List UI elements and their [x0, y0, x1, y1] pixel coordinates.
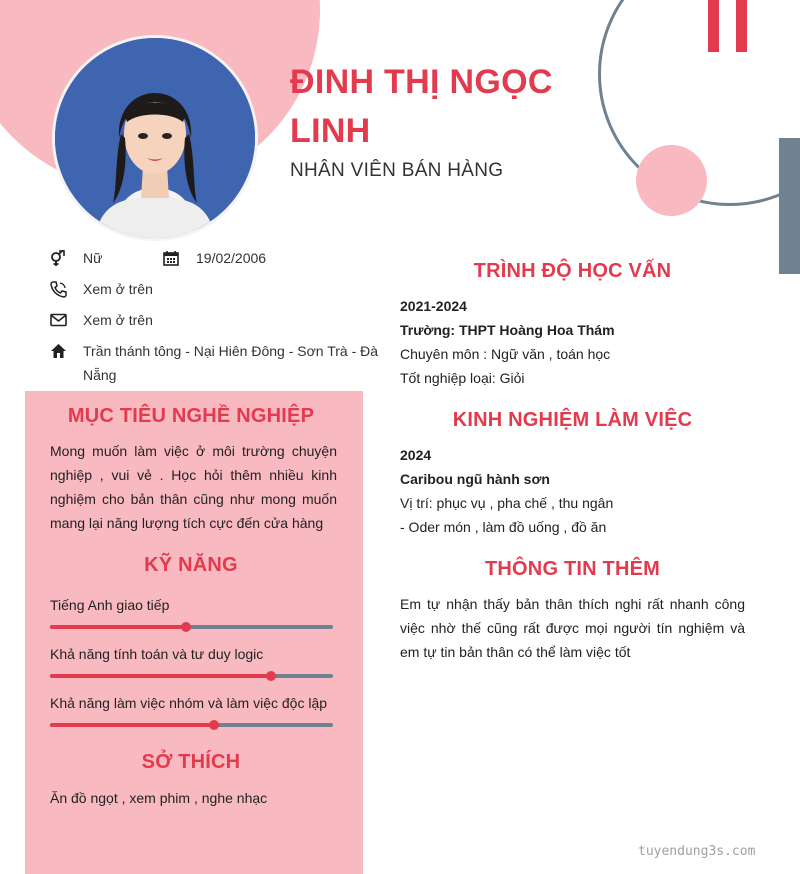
education-period: 2021-2024: [400, 298, 467, 314]
home-icon: [50, 342, 83, 360]
education-title: TRÌNH ĐỘ HỌC VẤN: [473, 260, 672, 282]
experience-company: Caribou ngũ hành sơn: [400, 471, 550, 487]
birthday-value: 19/02/2006: [196, 250, 267, 266]
skill-bar-knob: [266, 671, 276, 681]
experience-duty: - Oder món , làm đồ uống , đồ ăn: [400, 519, 607, 535]
decor-red-bar-1: [708, 0, 719, 52]
decor-pink-dot: [636, 145, 707, 216]
skill-bar-1: [50, 625, 333, 629]
experience-title: KINH NGHIỆM LÀM VIỆC: [452, 409, 693, 431]
email-icon: [50, 311, 83, 329]
skill-label-2: Khả năng tính toán và tư duy logic: [50, 646, 264, 662]
education-major: Chuyên môn : Ngữ văn , toán học: [400, 346, 611, 362]
gender-value: Nữ: [83, 250, 103, 266]
skill-bar-3: [50, 723, 333, 727]
decor-red-bar-2: [736, 0, 747, 52]
hobbies-title: SỞ THÍCH: [141, 751, 241, 773]
skill-bar-fill: [50, 625, 186, 629]
gender-row: [50, 249, 102, 270]
job-title: NHÂN VIÊN BÁN HÀNG: [290, 160, 504, 181]
hobbies-text: Ăn đồ ngọt , xem phim , nghe nhạc: [50, 790, 268, 806]
address-row: [50, 342, 380, 387]
watermark: tuyendung3s.com: [638, 844, 756, 859]
more-info-title: THÔNG TIN THÊM: [484, 558, 660, 580]
skill-bar-fill: [50, 674, 271, 678]
experience-block: [400, 443, 745, 539]
phone-row: [50, 280, 153, 301]
more-info-text: Em tự nhận thấy bản thân thích nghi rất nhanh công việc nhờ thế cũng rất được mọi người tín nghiệm và em tự tin bản thân có thể làm việc tốt: [400, 596, 745, 660]
skill-bar-fill: [50, 723, 214, 727]
gender-icon: [50, 249, 83, 267]
profile-photo: [55, 38, 255, 238]
skill-label-1: Tiếng Anh giao tiếp: [50, 597, 170, 613]
decor-slate-bar: [779, 138, 800, 274]
skills-title: KỸ NĂNG: [144, 554, 238, 576]
experience-position: Vị trí: phục vụ , pha chế , thu ngân: [400, 495, 614, 511]
birthday-row: [163, 249, 266, 270]
email-value: Xem ở trên: [83, 312, 153, 328]
candidate-name-line2: LINH: [290, 112, 371, 150]
experience-year: 2024: [400, 447, 432, 463]
calendar-icon: [163, 249, 196, 267]
candidate-name-line1: ĐINH THỊ NGỌC: [290, 63, 553, 101]
education-grade: Tốt nghiệp loại: Giỏi: [400, 370, 525, 386]
skill-bar-2: [50, 674, 333, 678]
skill-bar-knob: [181, 622, 191, 632]
candidate-name: [290, 58, 600, 156]
phone-value: Xem ở trên: [83, 281, 153, 297]
phone-icon: [50, 280, 83, 298]
objective-title: MỤC TIÊU NGHỀ NGHIỆP: [67, 405, 315, 427]
email-row: [50, 311, 153, 332]
objective-text: Mong muốn làm việc ở môi trường chuyện nghiệp , vui vẻ . Học hỏi thêm nhiều kinh nghiệm cho bản thân cũng như mong muốn mang lại năng lượng tích cực đến cửa hàng: [50, 443, 337, 531]
address-value: Trần thánh tông - Nại Hiên Đông - Sơn Trà - Đà Nẵng: [83, 343, 379, 383]
portrait-illustration: [55, 38, 255, 238]
skill-label-3: Khả năng làm việc nhóm và làm việc độc lập: [50, 695, 328, 711]
education-block: [400, 294, 745, 390]
education-school: Trường: THPT Hoàng Hoa Thám: [400, 322, 615, 338]
